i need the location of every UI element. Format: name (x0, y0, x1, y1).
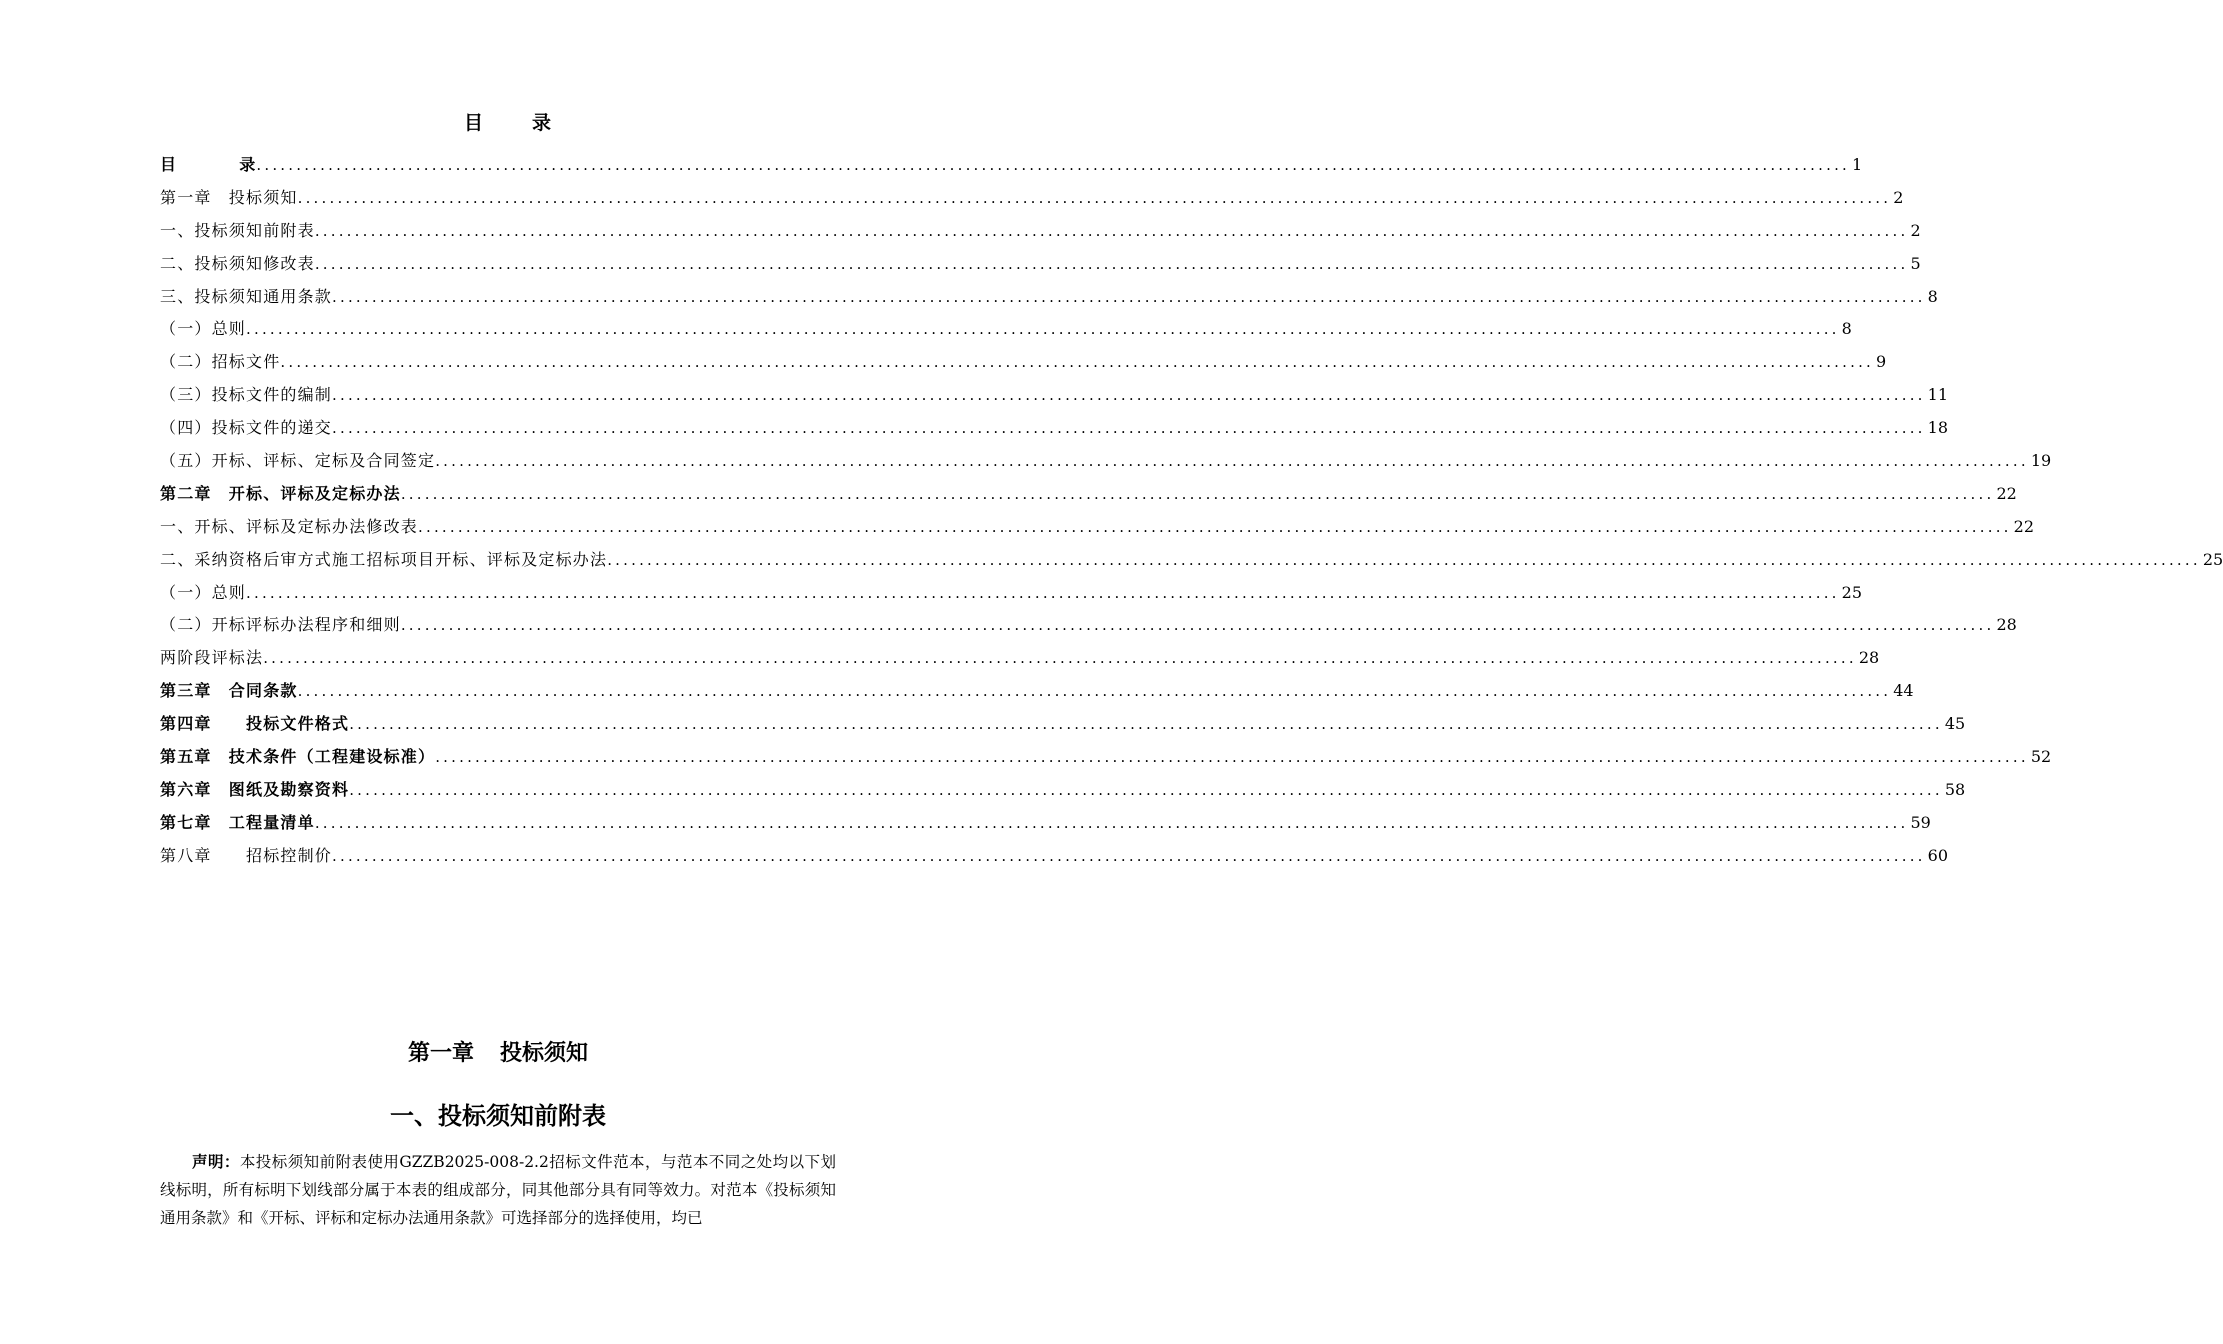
toc-entry-label: 第四章 投标文件格式 (160, 714, 350, 734)
toc-entry[interactable] (160, 215, 1921, 248)
toc-entry-page: 45 (1944, 714, 1966, 734)
toc-entry-label: （三）投标文件的编制 (160, 385, 333, 405)
toc-entry-label: 第六章 图纸及勘察资料 (160, 779, 350, 799)
toc-entry-label: （一）总则 (160, 582, 247, 602)
toc-leader-dots: ........................................................................................................................................................................................................ (297, 188, 1892, 207)
toc-entry-label: （四）投标文件的递交 (160, 418, 333, 438)
toc-entry-label: 第一章 投标须知 (160, 187, 298, 207)
toc-entry-label: 第五章 技术条件（工程建设标准） (160, 747, 436, 767)
toc-entry-label: 第八章 招标控制价 (160, 845, 333, 865)
toc-entry-page: 18 (1927, 418, 1948, 438)
toc-entry[interactable] (160, 445, 2052, 478)
toc-entry-label: （二）开标评标办法程序和细则 (160, 615, 401, 635)
toc-leader-dots: ........................................................................................................................................................................................................ (246, 320, 1840, 339)
toc-entry-label: 二、采纳资格后审方式施工招标项目开标、评标及定标办法 (160, 549, 608, 569)
toc-entry-page: 9 (1876, 352, 1887, 372)
toc-entry[interactable] (160, 544, 2223, 577)
toc-leader-dots: ........................................................................................................................................................................................................ (314, 254, 1909, 273)
toc-leader-dots: ........................................................................................................................................................................................................ (435, 748, 2029, 767)
toc-entry-page: 2 (1910, 220, 1921, 240)
toc-entry[interactable] (160, 182, 1904, 215)
chapter-title: 投标须知 (500, 1040, 589, 1066)
toc-entry-label: 一、开标、评标及定标办法修改表 (160, 516, 419, 536)
toc-entry[interactable] (160, 642, 1880, 675)
toc-entry-page: 52 (2030, 747, 2052, 767)
toc-leader-dots: ........................................................................................................................................................................................................ (332, 846, 1926, 865)
toc-leader-dots: ........................................................................................................................................................................................................ (246, 583, 1840, 602)
toc-entry[interactable] (160, 248, 1921, 281)
chapter-number: 第一章 (407, 1040, 474, 1066)
toc-entry-page: 1 (1852, 154, 1863, 174)
toc-entry-page: 2 (1893, 187, 1904, 207)
notice-body: 本投标须知前附表使用GZZB2025-008-2.2招标文件范本，与范本不同之处均以下划线标明，所有标明下划线部分属于本表的组成部分，同其他部分具有同等效力。对范本《投标须知通用条款》和《开标、评标和定标办法通用条款》可选择部分的选择使用，均已 (160, 1153, 836, 1227)
toc-entry-label (160, 149, 256, 182)
notice-lead: 声明： (192, 1152, 240, 1171)
toc-leader-dots: ........................................................................................................................................................................................................ (418, 517, 2012, 536)
toc-leader-dots: ........................................................................................................................................................................................................ (256, 155, 1851, 174)
toc-leader-dots: ........................................................................................................................................................................................................ (400, 616, 1995, 635)
toc-leader-dots: ........................................................................................................................................................................................................ (263, 649, 1857, 668)
toc-leader-dots: ........................................................................................................................................................................................................ (332, 386, 1926, 405)
toc-entry[interactable] (160, 412, 1948, 445)
toc-title-right: 录 (532, 112, 553, 134)
toc-leader-dots: ........................................................................................................................................................................................................ (349, 780, 1943, 799)
toc-entry[interactable] (160, 774, 1966, 807)
toc-leader-dots: ........................................................................................................................................................................................................ (607, 550, 2201, 569)
toc-leader-dots: ........................................................................................................................................................................................................ (332, 287, 1926, 306)
toc-leader-dots: ........................................................................................................................................................................................................ (314, 221, 1909, 240)
toc-entry-label-part: 录 (239, 154, 257, 174)
toc-title-left: 目 (463, 112, 484, 134)
chapter-heading (0, 1036, 996, 1067)
toc-entry-page: 5 (1910, 253, 1921, 273)
toc-entry[interactable] (160, 577, 1862, 610)
toc-entry[interactable] (160, 313, 1852, 346)
toc-entry[interactable] (160, 379, 1948, 412)
toc-leader-dots: ........................................................................................................................................................................................................ (349, 715, 1943, 734)
toc-entry-label: 三、投标须知通用条款 (160, 286, 333, 306)
toc-entry[interactable] (160, 149, 1863, 182)
toc-entry[interactable] (160, 609, 2017, 642)
toc-entry[interactable] (160, 478, 2017, 511)
toc-entry-page: 19 (2030, 451, 2052, 470)
toc-entry[interactable] (160, 741, 2052, 774)
toc-entry-page: 58 (1944, 779, 1966, 799)
toc-title (0, 108, 1016, 135)
toc-entry-page: 25 (2202, 549, 2223, 569)
toc-entry-page: 8 (1927, 286, 1938, 306)
toc-entry-label: （五）开标、评标、定标及合同签定 (160, 451, 436, 470)
table-of-contents (160, 149, 2223, 873)
toc-entry-label: 第七章 工程量清单 (160, 812, 315, 832)
toc-entry-page: 28 (1858, 648, 1880, 668)
notice-paragraph (160, 1148, 836, 1232)
toc-entry-page: 22 (2013, 516, 2034, 536)
toc-entry-page: 28 (1996, 615, 2017, 635)
toc-leader-dots: ........................................................................................................................................................................................................ (297, 682, 1892, 701)
toc-entry-label: 一、投标须知前附表 (160, 220, 315, 240)
toc-entry[interactable] (160, 675, 1914, 708)
toc-entry-page: 25 (1841, 582, 1862, 602)
toc-entry-page: 8 (1841, 319, 1852, 339)
toc-entry-page: 11 (1927, 385, 1948, 405)
toc-entry[interactable] (160, 708, 1966, 741)
toc-entry-label: 二、投标须知修改表 (160, 253, 315, 273)
toc-entry-label: 两阶段评标法 (160, 648, 264, 668)
toc-leader-dots: ........................................................................................................................................................................................................ (314, 813, 1909, 832)
toc-entry-page: 22 (1996, 483, 2017, 503)
toc-leader-dots: ........................................................................................................................................................................................................ (332, 419, 1926, 438)
toc-entry-label: （二）招标文件 (160, 352, 281, 372)
toc-entry[interactable] (160, 346, 1887, 379)
toc-leader-dots: ........................................................................................................................................................................................................ (280, 353, 1875, 372)
toc-entry[interactable] (160, 281, 1938, 314)
toc-entry-label: （一）总则 (160, 319, 247, 339)
toc-entry[interactable] (160, 807, 1931, 840)
toc-entry[interactable] (160, 511, 2034, 544)
toc-leader-dots: ........................................................................................................................................................................................................ (435, 452, 2029, 470)
toc-entry-page: 59 (1910, 812, 1931, 832)
section-heading: 一、投标须知前附表 (390, 1101, 606, 1130)
toc-entry-label: 第三章 合同条款 (160, 681, 298, 701)
toc-entry-label-part: 目 (160, 154, 178, 174)
toc-leader-dots: ........................................................................................................................................................................................................ (400, 484, 1995, 503)
toc-entry[interactable] (160, 840, 1948, 873)
toc-entry-page: 60 (1927, 845, 1948, 865)
toc-entry-page: 44 (1893, 681, 1914, 701)
toc-entry-label: 第二章 开标、评标及定标办法 (160, 483, 401, 503)
